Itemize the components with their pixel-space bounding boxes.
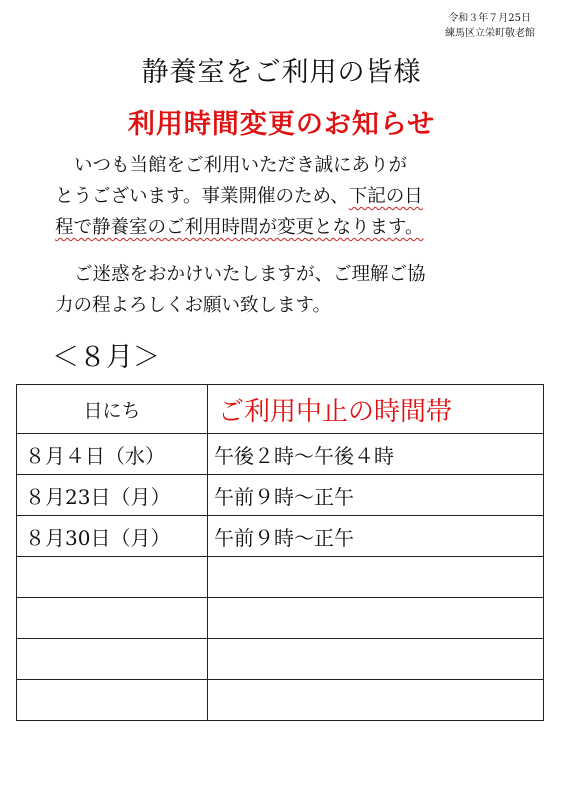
row-time bbox=[208, 557, 544, 598]
table-row bbox=[17, 680, 544, 721]
row-date: ８月４日（水） bbox=[17, 434, 208, 475]
row-date: ８月30日（月） bbox=[17, 516, 208, 557]
message-line: とうございます。事業開催のため、下記の日 bbox=[55, 186, 423, 207]
row-date bbox=[17, 557, 208, 598]
organization-name: 練馬区立栄町敬老館 bbox=[445, 28, 535, 39]
row-time bbox=[208, 639, 544, 680]
message-line: 力の程よろしくお願い致します。 bbox=[55, 295, 332, 316]
row-date bbox=[17, 598, 208, 639]
row-date bbox=[17, 680, 208, 721]
header-date: 日にち bbox=[17, 385, 208, 434]
row-date bbox=[17, 639, 208, 680]
table-row bbox=[17, 434, 544, 475]
month-heading: ＜８月＞ bbox=[52, 342, 160, 373]
notice-title: 静養室をご利用の皆様 bbox=[141, 57, 422, 88]
notice-date: 令和３年７月25日 bbox=[448, 13, 531, 24]
message-paragraph-2 bbox=[55, 259, 525, 321]
row-time: 午後２時～午後４時 bbox=[208, 434, 544, 475]
schedule-table bbox=[16, 384, 544, 721]
row-date: ８月23日（月） bbox=[17, 475, 208, 516]
message-line: ご迷惑をおかけいたしますが、ご理解ご協 bbox=[74, 264, 426, 285]
table-header-row bbox=[17, 385, 544, 434]
table-row bbox=[17, 475, 544, 516]
message-paragraph-1 bbox=[55, 150, 525, 243]
table-row bbox=[17, 598, 544, 639]
table-row bbox=[17, 516, 544, 557]
row-time: 午前９時～正午 bbox=[208, 475, 544, 516]
message-line: いつも当館をご利用いただき誠にありが bbox=[74, 155, 408, 176]
message-line: 程で静養室のご利用時間が変更となります。 bbox=[55, 217, 424, 238]
row-time: 午前９時～正午 bbox=[208, 516, 544, 557]
notice-subtitle: 利用時間変更のお知らせ bbox=[127, 109, 436, 140]
row-time bbox=[208, 598, 544, 639]
table-row bbox=[17, 557, 544, 598]
header-closed-hours: ご利用中止の時間帯 bbox=[208, 385, 544, 434]
table-row bbox=[17, 639, 544, 680]
row-time bbox=[208, 680, 544, 721]
